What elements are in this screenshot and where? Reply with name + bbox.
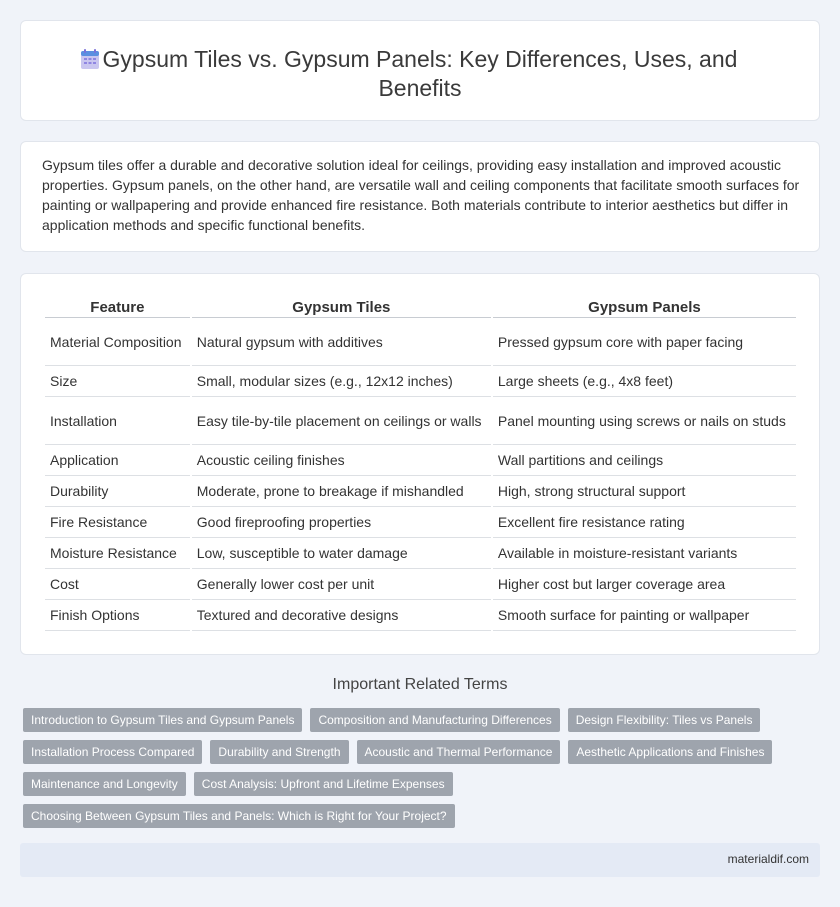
panels-cell: Panel mounting using screws or nails on studs xyxy=(493,397,796,445)
tiles-cell: Good fireproofing properties xyxy=(192,507,491,538)
column-header-gypsum-panels: Gypsum Panels xyxy=(493,296,796,318)
related-terms-heading: Important Related Terms xyxy=(332,676,508,693)
tiles-cell: Moderate, prone to breakage if mishandled xyxy=(192,476,491,507)
comparison-card xyxy=(20,273,820,655)
comparison-table xyxy=(43,296,798,631)
panels-cell: Large sheets (e.g., 4x8 feet) xyxy=(493,366,796,397)
table-row xyxy=(45,366,796,397)
related-term-tag[interactable]: Durability and Strength xyxy=(210,740,348,764)
table-row xyxy=(45,507,796,538)
feature-cell: Installation xyxy=(45,397,190,445)
panels-cell: Higher cost but larger coverage area xyxy=(493,569,796,600)
table-row xyxy=(45,318,796,366)
related-term-tag[interactable]: Acoustic and Thermal Performance xyxy=(357,740,561,764)
tiles-cell: Textured and decorative designs xyxy=(192,600,491,631)
table-row xyxy=(45,569,796,600)
page-title: Gypsum Tiles vs. Gypsum Panels: Key Differences, Uses, and Benefits xyxy=(102,46,738,101)
column-header-feature: Feature xyxy=(45,296,190,318)
related-terms-list xyxy=(23,708,813,836)
feature-cell: Size xyxy=(45,366,190,397)
tiles-cell: Easy tile-by-tile placement on ceilings or walls xyxy=(192,397,491,445)
table-header-row xyxy=(45,296,796,318)
footer xyxy=(20,843,820,877)
intro-card xyxy=(20,141,820,252)
feature-cell: Durability xyxy=(45,476,190,507)
column-header-gypsum-tiles: Gypsum Tiles xyxy=(192,296,491,318)
panels-cell: High, strong structural support xyxy=(493,476,796,507)
feature-cell: Application xyxy=(45,445,190,476)
feature-cell: Moisture Resistance xyxy=(45,538,190,569)
feature-cell: Fire Resistance xyxy=(45,507,190,538)
related-term-tag[interactable]: Installation Process Compared xyxy=(23,740,202,764)
related-term-tag[interactable]: Cost Analysis: Upfront and Lifetime Expenses xyxy=(194,772,453,796)
related-term-tag[interactable]: Introduction to Gypsum Tiles and Gypsum Panels xyxy=(23,708,302,732)
related-term-tag[interactable]: Maintenance and Longevity xyxy=(23,772,186,796)
table-row xyxy=(45,397,796,445)
tiles-cell: Small, modular sizes (e.g., 12x12 inches) xyxy=(192,366,491,397)
feature-cell: Cost xyxy=(45,569,190,600)
related-term-tag[interactable]: Composition and Manufacturing Differences xyxy=(310,708,559,732)
panels-cell: Excellent fire resistance rating xyxy=(493,507,796,538)
header-card xyxy=(20,20,820,121)
table-row xyxy=(45,600,796,631)
related-term-tag[interactable]: Design Flexibility: Tiles vs Panels xyxy=(568,708,761,732)
table-row xyxy=(45,445,796,476)
footer-site-link[interactable]: materialdif.com xyxy=(727,852,809,866)
tiles-cell: Generally lower cost per unit xyxy=(192,569,491,600)
panels-cell: Wall partitions and ceilings xyxy=(493,445,796,476)
related-term-tag[interactable]: Aesthetic Applications and Finishes xyxy=(568,740,772,764)
tiles-cell: Acoustic ceiling finishes xyxy=(192,445,491,476)
related-term-tag[interactable]: Choosing Between Gypsum Tiles and Panels: Which is Right for Your Project? xyxy=(23,804,455,828)
table-row xyxy=(45,476,796,507)
tiles-cell: Low, susceptible to water damage xyxy=(192,538,491,569)
panels-cell: Smooth surface for painting or wallpaper xyxy=(493,600,796,631)
feature-cell: Finish Options xyxy=(45,600,190,631)
feature-cell: Material Composition xyxy=(45,318,190,366)
panels-cell: Pressed gypsum core with paper facing xyxy=(493,318,796,366)
tiles-cell: Natural gypsum with additives xyxy=(192,318,491,366)
intro-paragraph: Gypsum tiles offer a durable and decorative solution ideal for ceilings, providing easy installation and improved acoustic properties. Gypsum panels, on the other hand, are versatile wall and ceiling components that facilitate smooth surfaces for painting or wallpapering and provide enhanced fire resistance. Both materials contribute to interior aesthetics but differ in application methods and specific functional benefits. xyxy=(42,157,800,233)
table-row xyxy=(45,538,796,569)
panels-cell: Available in moisture-resistant variants xyxy=(493,538,796,569)
